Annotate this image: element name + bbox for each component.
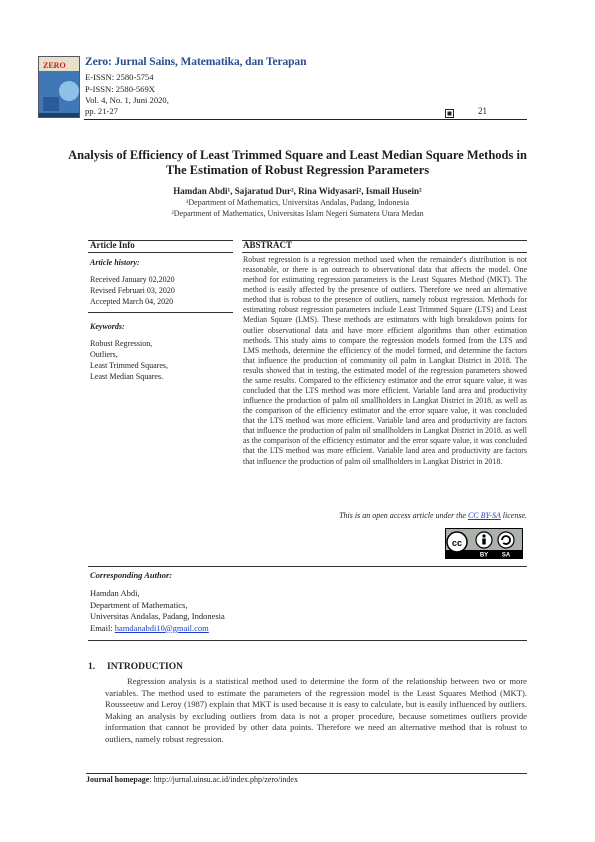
cc-sa-label: SA (501, 552, 511, 558)
received-date: Received January 02,2020 (90, 275, 175, 284)
corresponding-author-heading: Corresponding Author: (90, 570, 173, 580)
page-range: pp. 21-27 (85, 106, 118, 116)
journal-homepage-url[interactable]: : http://jurnal.uinsu.ac.id/index.php/zero/index (149, 775, 298, 784)
svg-text:cc: cc (451, 538, 463, 548)
pissn: P-ISSN: 2580-569X (85, 83, 155, 94)
eissn: E-ISSN: 2580-5754 (85, 72, 154, 82)
cc-by-sa-link[interactable]: CC BY-SA (467, 511, 501, 520)
volume-issue: Vol. 4, No. 1, Juni 2020, (85, 95, 169, 106)
abstract-heading: ABSTRACT (243, 240, 293, 250)
introduction-paragraph: Regression analysis is a statistical method used to determine the form of the relationship between two or more variables. The method used to estimate the parameters of the regression model is the Least Squares Method (MKT). Rousseeuw and Leroy (1987) explain that MKT is used because it is easy to calculate, but is easily influenced by outliers. Making an analysis by excluding outliers from data is not a proper procedure, because sometimes outliers provide information that cannot be provided by other data points. Therefore we need an alternative method that is robust to outliers, namely robust regression. (105, 676, 527, 744)
page-number: 21 (478, 106, 487, 116)
author-email-line (90, 623, 225, 635)
corresponding-author-details (90, 588, 225, 634)
header-divider (84, 119, 527, 120)
footer (86, 775, 298, 784)
journal-title: Zero: Jurnal Sains, Matematika, dan Terapan (85, 56, 307, 68)
cc-by-label: BY (479, 552, 489, 558)
abstract-text: Robust regression is a regression method used when the remainder's distribution is not reasonable, or there is an outreach to observational data that affects the model. One method for estimating regression parameters is the Least Squares Method (MKT). The method is easily affected by the presence of outliers. Therefore we need an alternative method that is robust to the presence of outliers, namely robust regression. Methods for estimating robust regression parameters include Least Trimmed Square (LTS) and Least Median Square (LMS). These methods are estimators with high breakdown points for outlier observational data and have more efficient algorithms than other estimation methods. This study aims to compare the regression models formed from the LTS and LMS methods, determine the efficiency of the model formed, and determine the factors that influence the production of community oil palm in Langkat District in 2018. The results showed that in testing, the estimated model of the regression parameters showed the same results. Compared to the efficiency estimator and the error square value, it was concluded that the LTS method was more efficient. Variable land area and productivity influence the production of palm oil smallholders in Langkat District in 2018. as well as the comparison of the efficiency estimator and the error square value, it was concluded that the LTS method was more efficient. Variable land area and productivity are factors that influence the production of palm oil smallholders in Langkat District in 2018. as well as the comparison of the efficiency estimator and the error square value, it was concluded that the LTS method was more efficient. Variable land area and productivity are factors that influence the production of palm oil smallholders in Langkat District in 2018. (243, 255, 527, 466)
keyword: Least Trimmed Squares, (90, 361, 168, 370)
journal-cover-logo (38, 56, 80, 118)
keyword: Outliers, (90, 350, 118, 359)
section-number: 1. (88, 662, 96, 672)
cc-by-sa-badge[interactable] (445, 528, 523, 559)
logo-wordmark: ZERO (43, 61, 66, 70)
author-list: Hamdan Abdi¹, Sajaratud Dur², Rina Widyasari², Ismail Husein² (173, 186, 422, 196)
divider (242, 252, 527, 253)
keywords-heading: Keywords: (90, 322, 125, 331)
journal-homepage-label: Journal homepage (86, 775, 150, 784)
oa-suffix: license. (500, 511, 527, 520)
revised-date: Revised Februari 03, 2020 (90, 286, 175, 295)
page-icon (445, 105, 454, 114)
affiliation-1: ¹Department of Mathematics, Universitas Andalas, Padang, Indonesia (185, 198, 409, 207)
accepted-date: Accepted March 04, 2020 (90, 297, 174, 306)
open-access-notice (243, 511, 527, 520)
keyword: Least Median Squares. (90, 372, 164, 381)
divider (88, 252, 233, 253)
author-email-link[interactable]: hamdanabdi10@gmail.com (114, 622, 209, 633)
article-info-heading: Article Info (90, 240, 135, 250)
footer-divider (86, 773, 527, 774)
article-title: Analysis of Efficiency of Least Trimmed Square and Least Median Square Methods in The Estimation of Robust Regression Parameters (68, 148, 527, 177)
history-heading: Article history: (90, 258, 140, 267)
article-history (90, 274, 175, 307)
affiliation-2: ²Department of Mathematics, Universitas Islam Negeri Sumatera Utara Medan (171, 209, 424, 218)
divider (88, 640, 527, 641)
keyword: Robust Regression, (90, 339, 153, 348)
share-alike-icon (498, 532, 514, 548)
author-department: Department of Mathematics, (90, 599, 188, 610)
author-university: Universitas Andalas, Padang, Indonesia (90, 611, 225, 621)
keywords-list (90, 338, 168, 382)
author-name: Hamdan Abdi, (90, 588, 140, 598)
email-label: Email: (90, 622, 115, 633)
section-heading: INTRODUCTION (107, 662, 184, 672)
divider (88, 566, 527, 567)
divider (88, 312, 233, 313)
oa-prefix: This is an open access article under the (339, 511, 468, 520)
journal-meta (85, 72, 169, 107)
